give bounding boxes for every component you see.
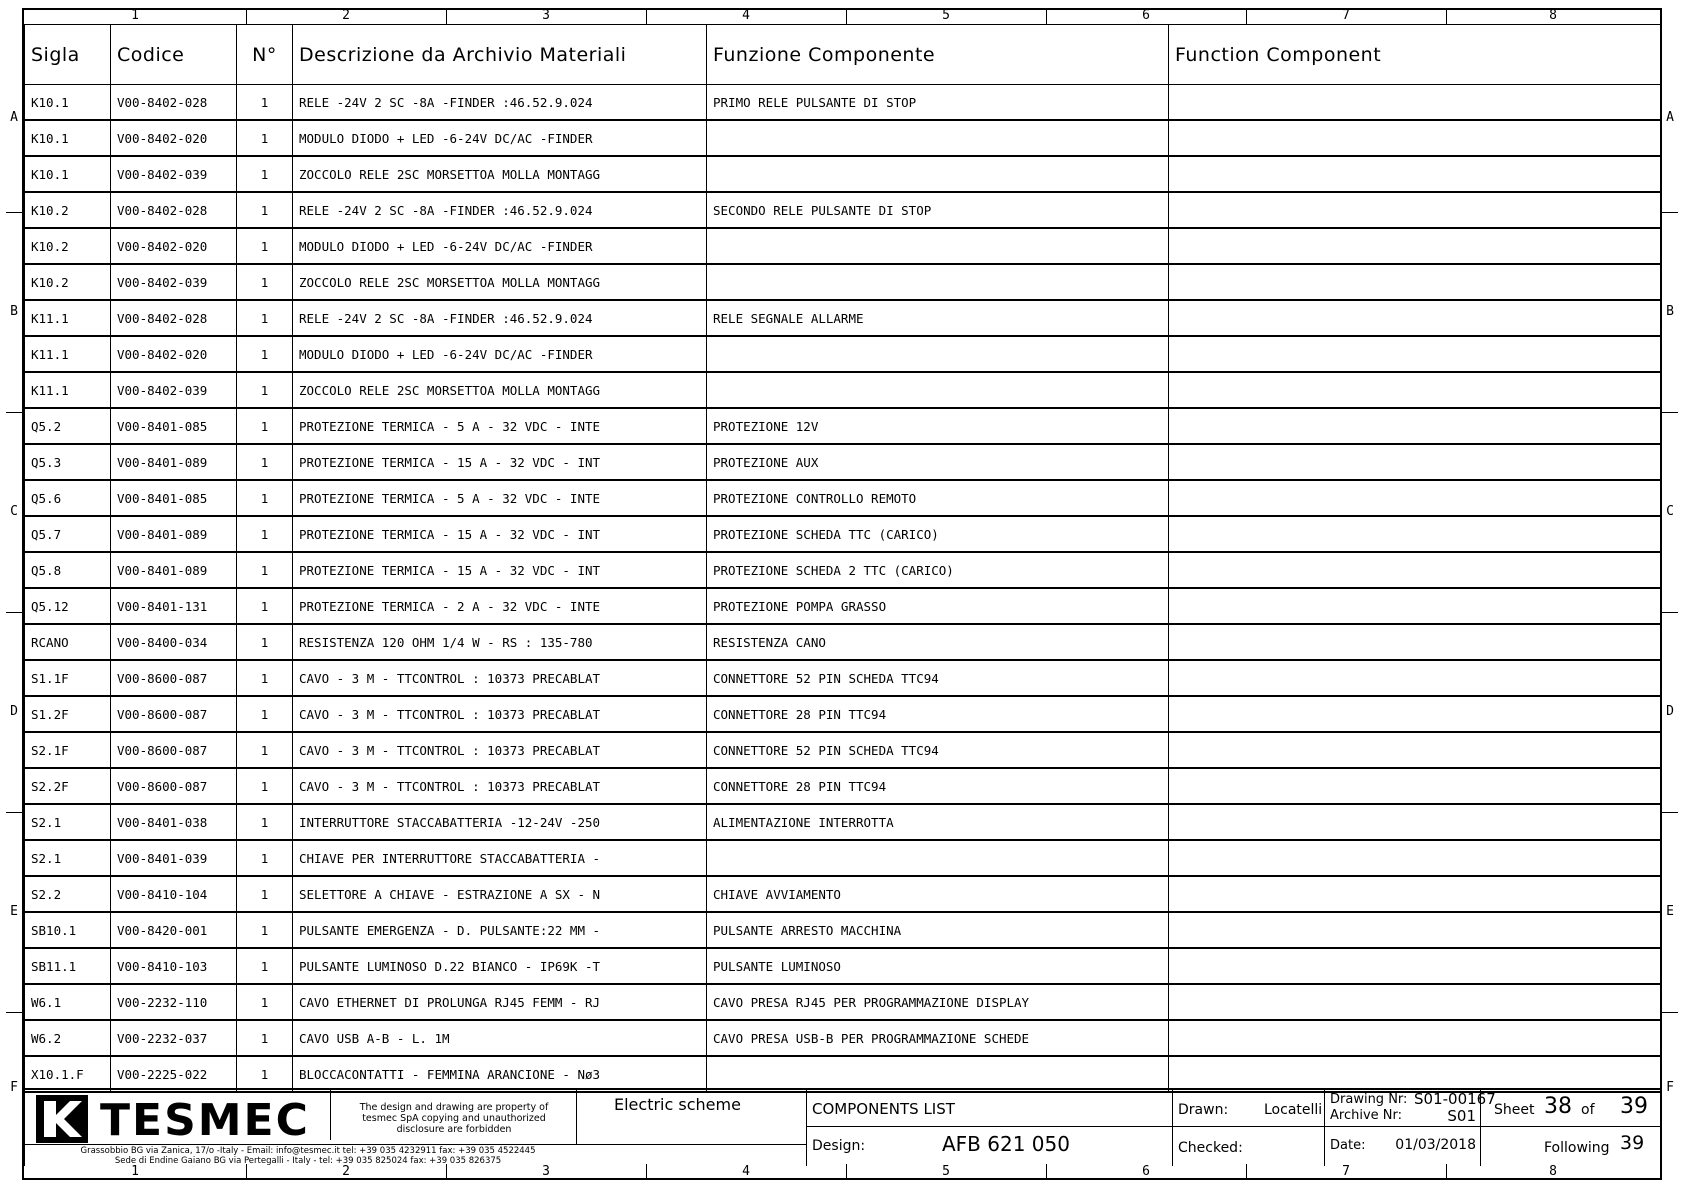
cell-sigla: Q5.2: [25, 408, 111, 444]
zone-row-tick: [6, 612, 22, 613]
table-row: [25, 984, 1661, 1020]
cell-function: [1169, 768, 1661, 804]
cell-function: [1169, 1020, 1661, 1056]
zone-column-label: 3: [542, 1164, 550, 1179]
following-label: Following: [1544, 1140, 1610, 1156]
cell-sigla: RCANO: [25, 624, 111, 660]
cell-funzione: [707, 264, 1169, 300]
cell-descr: PROTEZIONE TERMICA - 2 A - 32 VDC - INTE: [293, 588, 707, 624]
cell-descr: ZOCCOLO RELE 2SC MORSETTOA MOLLA MONTAGG: [293, 156, 707, 192]
cell-n: 1: [237, 840, 293, 876]
cell-function: [1169, 300, 1661, 336]
cell-funzione: [707, 336, 1169, 372]
table-row: [25, 336, 1661, 372]
cell-function: [1169, 372, 1661, 408]
cell-descr: PROTEZIONE TERMICA - 5 A - 32 VDC - INTE: [293, 480, 707, 516]
zone-tick: [446, 8, 447, 24]
cell-sigla: X10.1.F: [25, 1056, 111, 1092]
zone-column-label: 2: [342, 1164, 350, 1179]
tesmec-logo: [36, 1094, 326, 1144]
cell-funzione: [707, 372, 1169, 408]
cell-function: [1169, 660, 1661, 696]
table-row: [25, 588, 1661, 624]
cell-descr: PROTEZIONE TERMICA - 5 A - 32 VDC - INTE: [293, 408, 707, 444]
zone-column-label: 6: [1142, 8, 1150, 23]
cell-sigla: S2.1F: [25, 732, 111, 768]
cell-n: 1: [237, 984, 293, 1020]
cell-function: [1169, 120, 1661, 156]
zone-column-label: 1: [131, 1164, 139, 1179]
cell-funzione: PROTEZIONE CONTROLLO REMOTO: [707, 480, 1169, 516]
scheme-type: Electric scheme: [614, 1095, 741, 1114]
cell-sigla: K10.1: [25, 120, 111, 156]
cell-n: 1: [237, 85, 293, 121]
zone-row-tick: [6, 1012, 22, 1013]
cell-codice: V00-8400-034: [111, 624, 237, 660]
cell-n: 1: [237, 228, 293, 264]
table-row: [25, 660, 1661, 696]
zone-column-label: 5: [942, 8, 950, 23]
zone-row-label: F: [10, 1080, 18, 1095]
cell-codice: V00-8402-020: [111, 228, 237, 264]
cell-n: 1: [237, 408, 293, 444]
cell-codice: V00-8401-085: [111, 408, 237, 444]
cell-codice: V00-8402-020: [111, 120, 237, 156]
zone-column-label: 4: [742, 1164, 750, 1179]
zone-tick: [646, 8, 647, 24]
property-note: The design and drawing are property of tesmec SpA copying and unauthorized disclosure are forbidden: [359, 1102, 549, 1135]
table-row: [25, 948, 1661, 984]
cell-descr: ZOCCOLO RELE 2SC MORSETTOA MOLLA MONTAGG: [293, 372, 707, 408]
cell-n: 1: [237, 372, 293, 408]
cell-funzione: [707, 156, 1169, 192]
cell-codice: V00-8600-087: [111, 696, 237, 732]
zone-column-label: 8: [1549, 1164, 1557, 1179]
zone-column-label: 5: [942, 1164, 950, 1179]
cell-funzione: PROTEZIONE AUX: [707, 444, 1169, 480]
cell-sigla: SB10.1: [25, 912, 111, 948]
cell-codice: V00-8402-039: [111, 372, 237, 408]
cell-sigla: SB11.1: [25, 948, 111, 984]
table-row: [25, 192, 1661, 228]
zone-column-label: 7: [1342, 1164, 1350, 1179]
cell-descr: PULSANTE LUMINOSO D.22 BIANCO - IP69K -T: [293, 948, 707, 984]
cell-codice: V00-8410-104: [111, 876, 237, 912]
cell-funzione: PROTEZIONE POMPA GRASSO: [707, 588, 1169, 624]
cell-codice: V00-8402-039: [111, 156, 237, 192]
zone-row-label: A: [1666, 110, 1674, 125]
cell-n: 1: [237, 912, 293, 948]
cell-sigla: K11.1: [25, 336, 111, 372]
cell-funzione: CONNETTORE 28 PIN TTC94: [707, 768, 1169, 804]
zone-row-tick: [6, 412, 22, 413]
zone-row-label: B: [1666, 304, 1674, 319]
cell-codice: V00-8402-039: [111, 264, 237, 300]
sheet-title: COMPONENTS LIST: [812, 1100, 955, 1118]
cell-n: 1: [237, 588, 293, 624]
cell-descr: RELE -24V 2 SC -8A -FINDER :46.52.9.024: [293, 192, 707, 228]
cell-descr: SELETTORE A CHIAVE - ESTRAZIONE A SX - N: [293, 876, 707, 912]
zone-row-tick: [6, 212, 22, 213]
cell-codice: V00-2232-110: [111, 984, 237, 1020]
zone-column-label: 2: [342, 8, 350, 23]
cell-descr: INTERRUTTORE STACCABATTERIA -12-24V -250: [293, 804, 707, 840]
cell-descr: MODULO DIODO + LED -6-24V DC/AC -FINDER: [293, 120, 707, 156]
header-n: N°: [237, 25, 293, 85]
cell-n: 1: [237, 1020, 293, 1056]
cell-n: 1: [237, 120, 293, 156]
zone-row-label: E: [10, 904, 18, 919]
cell-codice: V00-8420-001: [111, 912, 237, 948]
zone-row-tick: [1662, 1012, 1678, 1013]
cell-function: [1169, 588, 1661, 624]
table-row: [25, 444, 1661, 480]
cell-n: 1: [237, 732, 293, 768]
table-row: [25, 840, 1661, 876]
cell-sigla: K10.1: [25, 85, 111, 121]
cell-function: [1169, 876, 1661, 912]
title-block: [24, 1088, 1660, 1166]
zone-row-tick: [6, 812, 22, 813]
cell-n: 1: [237, 624, 293, 660]
cell-function: [1169, 840, 1661, 876]
zone-column-label: 7: [1342, 8, 1350, 23]
table-row: [25, 1020, 1661, 1056]
cell-sigla: K11.1: [25, 372, 111, 408]
archive-nr-value: S01: [1447, 1107, 1476, 1125]
components-table: [24, 24, 1661, 1093]
cell-funzione: ALIMENTAZIONE INTERROTTA: [707, 804, 1169, 840]
table-row: [25, 696, 1661, 732]
zone-column-label: 3: [542, 8, 550, 23]
zone-tick: [1246, 1164, 1247, 1180]
cell-descr: RELE -24V 2 SC -8A -FINDER :46.52.9.024: [293, 85, 707, 121]
checked-label: Checked:: [1178, 1140, 1243, 1156]
cell-funzione: PROTEZIONE 12V: [707, 408, 1169, 444]
table-body: [25, 85, 1661, 1093]
zone-column-label: 1: [131, 8, 139, 23]
cell-n: 1: [237, 948, 293, 984]
table-row: [25, 768, 1661, 804]
cell-n: 1: [237, 264, 293, 300]
cell-function: [1169, 408, 1661, 444]
cell-sigla: S2.2F: [25, 768, 111, 804]
table-row: [25, 156, 1661, 192]
cell-codice: V00-8401-038: [111, 804, 237, 840]
zone-tick: [446, 1164, 447, 1180]
cell-sigla: Q5.12: [25, 588, 111, 624]
cell-descr: PROTEZIONE TERMICA - 15 A - 32 VDC - INT: [293, 552, 707, 588]
cell-n: 1: [237, 552, 293, 588]
zone-row-label: C: [10, 504, 18, 519]
cell-codice: V00-8401-089: [111, 516, 237, 552]
cell-sigla: W6.1: [25, 984, 111, 1020]
zone-tick: [846, 8, 847, 24]
date-value: 01/03/2018: [1395, 1137, 1476, 1153]
cell-n: 1: [237, 300, 293, 336]
cell-function: [1169, 804, 1661, 840]
cell-descr: CAVO USB A-B - L. 1M: [293, 1020, 707, 1056]
table-row: [25, 516, 1661, 552]
sheet-label: Sheet: [1494, 1102, 1535, 1118]
of-label: of: [1581, 1102, 1595, 1118]
cell-descr: CAVO - 3 M - TTCONTROL : 10373 PRECABLAT: [293, 732, 707, 768]
cell-funzione: CONNETTORE 28 PIN TTC94: [707, 696, 1169, 732]
zone-row-tick: [1662, 612, 1678, 613]
date-label: Date:: [1330, 1138, 1366, 1153]
table-row: [25, 624, 1661, 660]
zone-row-tick: [1662, 212, 1678, 213]
cell-function: [1169, 192, 1661, 228]
cell-codice: V00-8410-103: [111, 948, 237, 984]
cell-funzione: PULSANTE ARRESTO MACCHINA: [707, 912, 1169, 948]
table-row: [25, 228, 1661, 264]
cell-codice: V00-8600-087: [111, 660, 237, 696]
address-line-1: Grassobbio BG via Zanica, 17/o -Italy - Email: info@tesmec.it tel: +39 035 4232911 fax: +39 035 4522445: [80, 1146, 536, 1156]
cell-function: [1169, 912, 1661, 948]
cell-funzione: CHIAVE AVVIAMENTO: [707, 876, 1169, 912]
cell-descr: PROTEZIONE TERMICA - 15 A - 32 VDC - INT: [293, 516, 707, 552]
cell-funzione: PROTEZIONE SCHEDA 2 TTC (CARICO): [707, 552, 1169, 588]
cell-funzione: [707, 1056, 1169, 1092]
cell-sigla: K10.2: [25, 228, 111, 264]
cell-codice: V00-2232-037: [111, 1020, 237, 1056]
drawn-value: Locatelli: [1264, 1102, 1323, 1118]
cell-sigla: Q5.7: [25, 516, 111, 552]
header-descrizione: Descrizione da Archivio Materiali: [293, 25, 707, 85]
cell-function: [1169, 264, 1661, 300]
cell-codice: V00-8402-028: [111, 192, 237, 228]
cell-funzione: [707, 120, 1169, 156]
cell-funzione: CAVO PRESA USB-B PER PROGRAMMAZIONE SCHEDE: [707, 1020, 1169, 1056]
cell-n: 1: [237, 444, 293, 480]
cell-function: [1169, 1056, 1661, 1092]
cell-function: [1169, 732, 1661, 768]
zone-row-label: D: [10, 704, 18, 719]
cell-n: 1: [237, 804, 293, 840]
zone-row-tick: [1662, 812, 1678, 813]
cell-descr: CHIAVE PER INTERRUTTORE STACCABATTERIA -: [293, 840, 707, 876]
cell-descr: RESISTENZA 120 OHM 1/4 W - RS : 135-780: [293, 624, 707, 660]
cell-codice: V00-8401-085: [111, 480, 237, 516]
cell-function: [1169, 696, 1661, 732]
cell-descr: CAVO - 3 M - TTCONTROL : 10373 PRECABLAT: [293, 696, 707, 732]
cell-codice: V00-8600-087: [111, 732, 237, 768]
cell-n: 1: [237, 336, 293, 372]
cell-function: [1169, 552, 1661, 588]
tesmec-logo-icon: [36, 1095, 88, 1143]
zone-tick: [246, 8, 247, 24]
cell-sigla: S2.2: [25, 876, 111, 912]
cell-n: 1: [237, 516, 293, 552]
cell-funzione: [707, 840, 1169, 876]
sheet-total: 39: [1620, 1094, 1648, 1119]
cell-function: [1169, 480, 1661, 516]
cell-descr: BLOCCACONTATTI - FEMMINA ARANCIONE - Nø3: [293, 1056, 707, 1092]
cell-function: [1169, 156, 1661, 192]
cell-sigla: W6.2: [25, 1020, 111, 1056]
header-funzione: Funzione Componente: [707, 25, 1169, 85]
zone-row-label: A: [10, 110, 18, 125]
table-row: [25, 1056, 1661, 1092]
cell-funzione: RELE SEGNALE ALLARME: [707, 300, 1169, 336]
cell-codice: V00-8402-028: [111, 85, 237, 121]
cell-codice: V00-8600-087: [111, 768, 237, 804]
cell-n: 1: [237, 876, 293, 912]
zone-tick: [1446, 1164, 1447, 1180]
zone-tick: [646, 1164, 647, 1180]
drawn-label: Drawn:: [1178, 1102, 1229, 1118]
cell-funzione: RESISTENZA CANO: [707, 624, 1169, 660]
table-row: [25, 300, 1661, 336]
zone-column-label: 4: [742, 8, 750, 23]
design-value: AFB 621 050: [942, 1132, 1070, 1156]
table-row: [25, 912, 1661, 948]
table-row: [25, 732, 1661, 768]
table-row: [25, 264, 1661, 300]
header-function: Function Component: [1169, 25, 1661, 85]
sheet-number: 38: [1544, 1094, 1572, 1119]
cell-n: 1: [237, 156, 293, 192]
zone-row-label: E: [1666, 904, 1674, 919]
following-value: 39: [1620, 1132, 1645, 1154]
cell-sigla: S2.1: [25, 804, 111, 840]
zone-tick: [1246, 8, 1247, 24]
cell-function: [1169, 516, 1661, 552]
cell-sigla: S1.2F: [25, 696, 111, 732]
cell-sigla: Q5.3: [25, 444, 111, 480]
table-row: [25, 876, 1661, 912]
cell-function: [1169, 984, 1661, 1020]
cell-codice: V00-8401-089: [111, 552, 237, 588]
cell-descr: RELE -24V 2 SC -8A -FINDER :46.52.9.024: [293, 300, 707, 336]
cell-sigla: S2.1: [25, 840, 111, 876]
zone-column-label: 8: [1549, 8, 1557, 23]
cell-n: 1: [237, 1056, 293, 1092]
zone-column-label: 6: [1142, 1164, 1150, 1179]
header-codice: Codice: [111, 25, 237, 85]
cell-funzione: PULSANTE LUMINOSO: [707, 948, 1169, 984]
cell-function: [1169, 444, 1661, 480]
cell-funzione: SECONDO RELE PULSANTE DI STOP: [707, 192, 1169, 228]
cell-n: 1: [237, 696, 293, 732]
cell-descr: PROTEZIONE TERMICA - 15 A - 32 VDC - INT: [293, 444, 707, 480]
zone-tick: [1046, 8, 1047, 24]
cell-codice: V00-2225-022: [111, 1056, 237, 1092]
cell-sigla: K10.2: [25, 264, 111, 300]
zone-tick: [1046, 1164, 1047, 1180]
cell-codice: V00-8402-020: [111, 336, 237, 372]
cell-funzione: CONNETTORE 52 PIN SCHEDA TTC94: [707, 732, 1169, 768]
cell-function: [1169, 624, 1661, 660]
table-row: [25, 804, 1661, 840]
cell-descr: CAVO - 3 M - TTCONTROL : 10373 PRECABLAT: [293, 768, 707, 804]
cell-function: [1169, 228, 1661, 264]
cell-sigla: K11.1: [25, 300, 111, 336]
cell-funzione: CONNETTORE 52 PIN SCHEDA TTC94: [707, 660, 1169, 696]
zone-tick: [1446, 8, 1447, 24]
cell-n: 1: [237, 768, 293, 804]
header-sigla: Sigla: [25, 25, 111, 85]
drawing-nr-value: S01-00167: [1414, 1090, 1496, 1108]
table-row: [25, 408, 1661, 444]
table-header-row: [25, 25, 1661, 85]
logo-text: TESMEC: [100, 1095, 310, 1146]
cell-funzione: CAVO PRESA RJ45 PER PROGRAMMAZIONE DISPLAY: [707, 984, 1169, 1020]
cell-funzione: PROTEZIONE SCHEDA TTC (CARICO): [707, 516, 1169, 552]
table-row: [25, 480, 1661, 516]
cell-descr: MODULO DIODO + LED -6-24V DC/AC -FINDER: [293, 228, 707, 264]
zone-row-tick: [1662, 412, 1678, 413]
zone-row-label: F: [1666, 1080, 1674, 1095]
cell-codice: V00-8402-028: [111, 300, 237, 336]
cell-n: 1: [237, 192, 293, 228]
design-label: Design:: [812, 1138, 866, 1154]
zone-row-label: B: [10, 304, 18, 319]
table-row: [25, 85, 1661, 121]
zone-tick: [246, 1164, 247, 1180]
archive-nr-label: Archive Nr:: [1330, 1108, 1402, 1123]
cell-descr: CAVO ETHERNET DI PROLUNGA RJ45 FEMM - RJ: [293, 984, 707, 1020]
cell-codice: V00-8401-089: [111, 444, 237, 480]
cell-n: 1: [237, 660, 293, 696]
zone-row-label: C: [1666, 504, 1674, 519]
cell-function: [1169, 336, 1661, 372]
zone-tick: [846, 1164, 847, 1180]
cell-descr: PULSANTE EMERGENZA - D. PULSANTE:22 MM -: [293, 912, 707, 948]
drawing-nr-label: Drawing Nr:: [1330, 1092, 1408, 1107]
cell-sigla: S1.1F: [25, 660, 111, 696]
cell-funzione: [707, 228, 1169, 264]
cell-sigla: Q5.6: [25, 480, 111, 516]
table-row: [25, 372, 1661, 408]
cell-function: [1169, 85, 1661, 121]
cell-descr: ZOCCOLO RELE 2SC MORSETTOA MOLLA MONTAGG: [293, 264, 707, 300]
table-row: [25, 552, 1661, 588]
cell-codice: V00-8401-039: [111, 840, 237, 876]
cell-codice: V00-8401-131: [111, 588, 237, 624]
address-line-2: Sede di Endine Gaiano BG via Pertegalli - Italy - tel: +39 035 825024 fax: +39 035 826375: [114, 1156, 502, 1166]
cell-funzione: PRIMO RELE PULSANTE DI STOP: [707, 85, 1169, 121]
cell-sigla: K10.1: [25, 156, 111, 192]
cell-sigla: Q5.8: [25, 552, 111, 588]
zone-row-label: D: [1666, 704, 1674, 719]
cell-function: [1169, 948, 1661, 984]
cell-descr: CAVO - 3 M - TTCONTROL : 10373 PRECABLAT: [293, 660, 707, 696]
cell-n: 1: [237, 480, 293, 516]
table-row: [25, 120, 1661, 156]
cell-descr: MODULO DIODO + LED -6-24V DC/AC -FINDER: [293, 336, 707, 372]
cell-sigla: K10.2: [25, 192, 111, 228]
